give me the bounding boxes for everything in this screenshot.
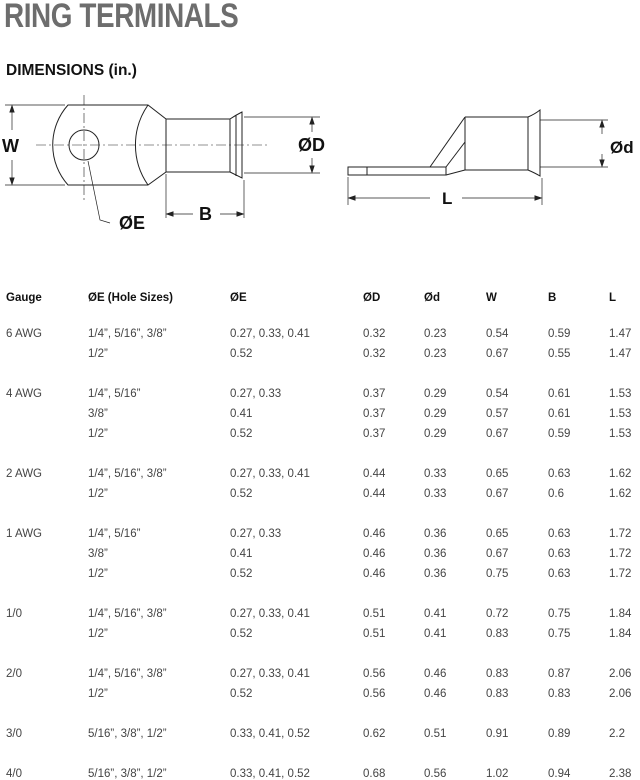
table-cell-d: 0.33 bbox=[424, 488, 447, 500]
table-cell-d: 0.56 bbox=[424, 768, 447, 780]
table-cell-hole_sizes: 3/8” bbox=[88, 548, 108, 560]
table-cell-b: 0.61 bbox=[548, 408, 571, 420]
table-cell-w: 0.57 bbox=[486, 408, 509, 420]
column-header: ØE bbox=[230, 292, 247, 304]
table-cell-d: 0.41 bbox=[424, 608, 447, 620]
table-cell-e: 0.52 bbox=[230, 348, 253, 360]
table-cell-d: 0.51 bbox=[363, 628, 386, 640]
table-cell-b: 0.63 bbox=[548, 548, 571, 560]
table-cell-l: 1.53 bbox=[609, 408, 632, 420]
table-cell-w: 0.67 bbox=[486, 428, 509, 440]
table-cell-l: 2.38 bbox=[609, 768, 632, 780]
table-cell-hole_sizes: 3/8” bbox=[88, 408, 108, 420]
table-cell-w: 0.83 bbox=[486, 628, 509, 640]
table-cell-d: 0.29 bbox=[424, 428, 447, 440]
table-cell-w: 0.83 bbox=[486, 668, 509, 680]
table-cell-w: 0.91 bbox=[486, 728, 509, 740]
table-cell-e: 0.27, 0.33, 0.41 bbox=[230, 608, 310, 620]
table-cell-e: 0.52 bbox=[230, 688, 253, 700]
table-cell-w: 0.72 bbox=[486, 608, 509, 620]
table-cell-b: 0.94 bbox=[548, 768, 571, 780]
table-cell-hole_sizes: 1/4”, 5/16” bbox=[88, 528, 141, 540]
table-cell-e: 0.52 bbox=[230, 428, 253, 440]
table-cell-d: 0.62 bbox=[363, 728, 386, 740]
table-cell-d: 0.68 bbox=[363, 768, 386, 780]
ring-terminal-side-view-diagram bbox=[330, 90, 640, 220]
table-cell-w: 0.67 bbox=[486, 548, 509, 560]
table-cell-d: 0.32 bbox=[363, 348, 386, 360]
ring-terminal-top-view-diagram bbox=[0, 90, 340, 240]
table-cell-b: 0.83 bbox=[548, 688, 571, 700]
gauge-label: 6 AWG bbox=[6, 328, 42, 340]
table-cell-l: 2.06 bbox=[609, 688, 632, 700]
table-cell-b: 0.75 bbox=[548, 628, 571, 640]
table-cell-l: 1.72 bbox=[609, 548, 632, 560]
table-cell-d: 0.46 bbox=[424, 668, 447, 680]
table-cell-d: 0.46 bbox=[363, 548, 386, 560]
table-cell-e: 0.27, 0.33, 0.41 bbox=[230, 328, 310, 340]
table-cell-d: 0.37 bbox=[363, 388, 386, 400]
table-cell-hole_sizes: 1/4”, 5/16”, 3/8” bbox=[88, 608, 167, 620]
table-cell-b: 0.89 bbox=[548, 728, 571, 740]
table-cell-w: 1.02 bbox=[486, 768, 509, 780]
table-cell-e: 0.27, 0.33, 0.41 bbox=[230, 668, 310, 680]
table-cell-l: 2.06 bbox=[609, 668, 632, 680]
table-cell-hole_sizes: 1/4”, 5/16”, 3/8” bbox=[88, 328, 167, 340]
gauge-label: 1/0 bbox=[6, 608, 22, 620]
table-cell-hole_sizes: 5/16”, 3/8”, 1/2” bbox=[88, 768, 167, 780]
table-cell-e: 0.27, 0.33, 0.41 bbox=[230, 468, 310, 480]
table-cell-d: 0.44 bbox=[363, 488, 386, 500]
table-cell-b: 0.55 bbox=[548, 348, 571, 360]
table-cell-d: 0.23 bbox=[424, 348, 447, 360]
gauge-label: 4/0 bbox=[6, 768, 22, 780]
dimension-label-w: W bbox=[2, 136, 19, 156]
table-cell-d: 0.44 bbox=[363, 468, 386, 480]
table-cell-d: 0.56 bbox=[363, 688, 386, 700]
table-cell-d: 0.36 bbox=[424, 528, 447, 540]
page-title: RING TERMINALS bbox=[4, 0, 239, 35]
table-cell-hole_sizes: 1/4”, 5/16”, 3/8” bbox=[88, 668, 167, 680]
gauge-label: 4 AWG bbox=[6, 388, 42, 400]
table-cell-e: 0.33, 0.41, 0.52 bbox=[230, 728, 310, 740]
table-cell-b: 0.59 bbox=[548, 428, 571, 440]
table-cell-hole_sizes: 1/2” bbox=[88, 488, 108, 500]
table-cell-w: 0.65 bbox=[486, 528, 509, 540]
table-cell-b: 0.63 bbox=[548, 528, 571, 540]
table-cell-d: 0.23 bbox=[424, 328, 447, 340]
table-cell-hole_sizes: 1/4”, 5/16” bbox=[88, 388, 141, 400]
table-cell-hole_sizes: 1/4”, 5/16”, 3/8” bbox=[88, 468, 167, 480]
table-cell-e: 0.52 bbox=[230, 628, 253, 640]
table-cell-l: 1.47 bbox=[609, 348, 632, 360]
table-cell-e: 0.52 bbox=[230, 568, 253, 580]
table-cell-d: 0.32 bbox=[363, 328, 386, 340]
table-cell-hole_sizes: 1/2” bbox=[88, 688, 108, 700]
table-cell-hole_sizes: 5/16”, 3/8”, 1/2” bbox=[88, 728, 167, 740]
table-cell-hole_sizes: 1/2” bbox=[88, 628, 108, 640]
table-cell-w: 0.54 bbox=[486, 328, 509, 340]
table-cell-d: 0.41 bbox=[424, 628, 447, 640]
table-cell-d: 0.36 bbox=[424, 568, 447, 580]
dimension-label-e: ØE bbox=[119, 213, 146, 233]
table-cell-l: 1.53 bbox=[609, 388, 632, 400]
table-cell-e: 0.27, 0.33 bbox=[230, 388, 282, 400]
table-cell-l: 1.72 bbox=[609, 568, 632, 580]
table-cell-e: 0.41 bbox=[230, 548, 253, 560]
table-cell-d: 0.36 bbox=[424, 548, 447, 560]
table-cell-b: 0.6 bbox=[548, 488, 564, 500]
dimension-label-l: L bbox=[442, 189, 453, 208]
table-cell-b: 0.63 bbox=[548, 468, 571, 480]
column-header: L bbox=[609, 292, 617, 304]
table-cell-b: 0.87 bbox=[548, 668, 571, 680]
table-cell-w: 0.67 bbox=[486, 488, 509, 500]
table-cell-d: 0.56 bbox=[363, 668, 386, 680]
table-cell-d: 0.29 bbox=[424, 408, 447, 420]
table-cell-d: 0.46 bbox=[363, 528, 386, 540]
table-cell-d: 0.46 bbox=[424, 688, 447, 700]
table-cell-hole_sizes: 1/2” bbox=[88, 428, 108, 440]
table-cell-w: 0.75 bbox=[486, 568, 509, 580]
table-cell-d: 0.33 bbox=[424, 468, 447, 480]
table-cell-l: 2.2 bbox=[609, 728, 625, 740]
gauge-label: 3/0 bbox=[6, 728, 22, 740]
table-cell-b: 0.63 bbox=[548, 568, 571, 580]
gauge-label: 2 AWG bbox=[6, 468, 42, 480]
dimension-label-b: B bbox=[199, 204, 212, 224]
table-cell-d: 0.51 bbox=[424, 728, 447, 740]
table-cell-hole_sizes: 1/2” bbox=[88, 568, 108, 580]
column-header: ØD bbox=[363, 292, 381, 304]
column-header: W bbox=[486, 292, 497, 304]
table-cell-d: 0.37 bbox=[363, 408, 386, 420]
table-cell-e: 0.33, 0.41, 0.52 bbox=[230, 768, 310, 780]
dimension-label-d-outer: ØD bbox=[298, 135, 325, 155]
table-cell-b: 0.61 bbox=[548, 388, 571, 400]
table-cell-w: 0.67 bbox=[486, 348, 509, 360]
column-header: Ød bbox=[424, 292, 440, 304]
table-cell-w: 0.83 bbox=[486, 688, 509, 700]
table-cell-w: 0.54 bbox=[486, 388, 509, 400]
table-cell-l: 1.62 bbox=[609, 468, 632, 480]
column-header: B bbox=[548, 292, 557, 304]
table-cell-d: 0.29 bbox=[424, 388, 447, 400]
table-cell-d: 0.37 bbox=[363, 428, 386, 440]
table-cell-b: 0.59 bbox=[548, 328, 571, 340]
table-cell-d: 0.46 bbox=[363, 568, 386, 580]
table-cell-l: 1.84 bbox=[609, 608, 632, 620]
dimension-label-d-inner: Ød bbox=[610, 138, 634, 157]
gauge-label: 1 AWG bbox=[6, 528, 42, 540]
section-subtitle: DIMENSIONS (in.) bbox=[6, 62, 137, 79]
table-cell-e: 0.52 bbox=[230, 488, 253, 500]
gauge-label: 2/0 bbox=[6, 668, 22, 680]
table-cell-e: 0.41 bbox=[230, 408, 253, 420]
table-cell-l: 1.62 bbox=[609, 488, 632, 500]
table-cell-hole_sizes: 1/2” bbox=[88, 348, 108, 360]
table-cell-e: 0.27, 0.33 bbox=[230, 528, 282, 540]
column-header: ØE (Hole Sizes) bbox=[88, 292, 173, 304]
table-cell-l: 1.47 bbox=[609, 328, 632, 340]
table-cell-d: 0.51 bbox=[363, 608, 386, 620]
table-cell-w: 0.65 bbox=[486, 468, 509, 480]
table-cell-l: 1.84 bbox=[609, 628, 632, 640]
table-cell-l: 1.72 bbox=[609, 528, 632, 540]
column-header: Gauge bbox=[6, 292, 42, 304]
table-cell-b: 0.75 bbox=[548, 608, 571, 620]
table-cell-l: 1.53 bbox=[609, 428, 632, 440]
